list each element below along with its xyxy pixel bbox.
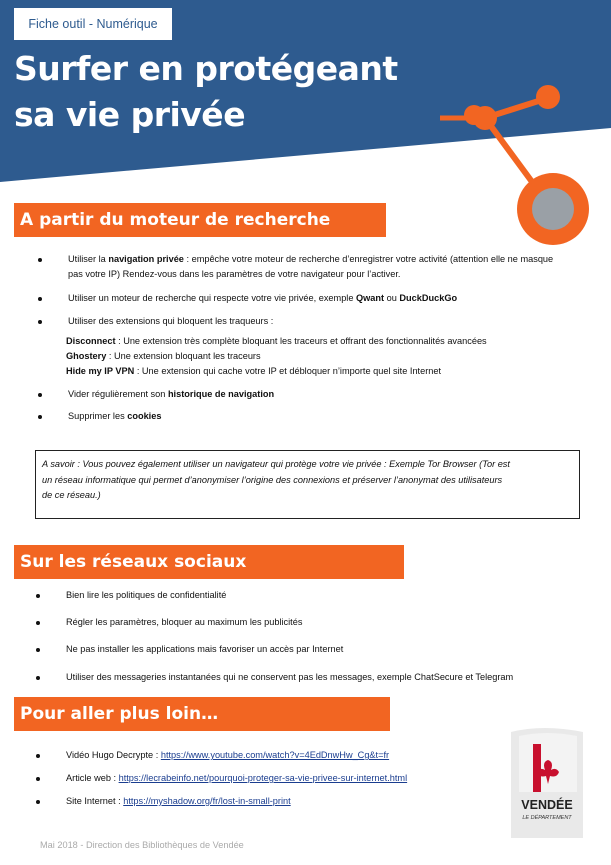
info-line: un réseau informatique qui permet d’anonymiser l’origine des connexions et préserver l’anonymat des utilisateurs	[42, 474, 503, 485]
extension-line	[66, 334, 487, 349]
title-line-2: sa vie privée	[14, 95, 246, 134]
info-box	[35, 450, 580, 519]
footer-text: Mai 2018 - Direction des Bibliothèques de Vendée	[40, 840, 244, 850]
bold-text: historique de navigation	[167, 389, 275, 399]
bullet	[38, 258, 42, 262]
bullet	[38, 415, 42, 419]
text: Supprimer les	[68, 411, 128, 421]
extension-line	[66, 349, 261, 364]
list-item	[66, 642, 343, 657]
logo-sub: LE DÉPARTEMENT	[522, 815, 572, 821]
bold-text: DuckDuckGo	[399, 293, 458, 303]
bullet	[36, 676, 40, 680]
text: : Une extension bloquant les traceurs	[106, 351, 261, 361]
text: Ne pas installer les applications mais favoriser un accès par Internet	[66, 644, 344, 654]
list-item	[66, 748, 389, 763]
info-line: de ce réseau.)	[42, 490, 101, 500]
list-item	[68, 387, 274, 402]
bullet	[36, 800, 40, 804]
list-item	[68, 252, 553, 267]
extension-line	[66, 364, 441, 379]
text: Bien lire les politiques de confidentialité	[66, 590, 227, 600]
text: Utiliser la	[68, 254, 109, 264]
bullet	[36, 777, 40, 781]
section-heading-moteur: A partir du moteur de recherche	[14, 203, 386, 237]
list-item	[66, 771, 407, 786]
bold-text: Qwant	[356, 293, 385, 303]
list-item	[68, 314, 273, 329]
text: pas votre IP) Rendez-vous dans les paramètres de votre navigateur pour l’activer.	[68, 269, 401, 279]
title-line-1: Surfer en protégeant	[14, 49, 398, 88]
section-heading-loin: Pour aller plus loin…	[14, 697, 390, 731]
text: : Une extension qui cache votre IP et débloquer n’importe quel site Internet	[134, 366, 442, 376]
text: : Une extension très complète bloquant les traceurs et offrant des fonctionnalités avancées	[115, 336, 487, 346]
site-link[interactable]: https://myshadow.org/fr/lost-in-small-print	[123, 796, 291, 806]
bullet	[36, 594, 40, 598]
text: Utiliser un moteur de recherche qui respecte votre vie privée, exemple	[68, 293, 357, 303]
text: Régler les paramètres, bloquer au maximum les publicités	[66, 617, 303, 627]
text: Utiliser des messageries instantanées qui ne conservent pas les messages, exemple ChatSecure et Telegram	[66, 672, 514, 682]
logo-name: VENDÉE	[521, 798, 573, 812]
bold-text: Hide my IP VPN	[66, 366, 135, 376]
document-tag: Fiche outil - Numérique	[14, 8, 172, 40]
youtube-link[interactable]: https://www.youtube.com/watch?v=4EdDnwHw_Cg&t=fr	[160, 750, 390, 760]
link-label: Article web :	[66, 773, 119, 783]
vendee-logo	[503, 726, 588, 842]
bold-text: cookies	[127, 411, 162, 421]
section-heading-reseaux: Sur les réseaux sociaux	[14, 545, 404, 579]
text: Utiliser des extensions qui bloquent les traqueurs :	[68, 316, 274, 326]
list-item-continuation	[68, 267, 400, 282]
bold-text: Ghostery	[66, 351, 107, 361]
list-item	[68, 291, 457, 306]
bullet	[36, 621, 40, 625]
link-label: Vidéo Hugo Decrypte :	[66, 750, 161, 760]
molecule-icon	[410, 78, 611, 258]
bold-text: navigation privée	[108, 254, 184, 264]
list-item	[66, 588, 226, 603]
bullet	[36, 648, 40, 652]
bullet	[38, 393, 42, 397]
link-label: Site Internet :	[66, 796, 124, 806]
list-item	[66, 794, 291, 809]
info-line: A savoir : Vous pouvez également utiliser un navigateur qui protège votre vie privée : Exemple Tor Browser (Tor est	[42, 459, 510, 469]
page-title	[14, 46, 398, 138]
bullet	[38, 297, 42, 301]
list-item	[66, 670, 513, 685]
bullet	[38, 320, 42, 324]
list-item	[68, 409, 161, 424]
list-item	[66, 615, 302, 630]
bullet	[36, 754, 40, 758]
text: ou	[384, 293, 400, 303]
text: : empêche votre moteur de recherche d’enregistrer votre activité (attention elle ne masque	[183, 254, 554, 264]
text: Vider régulièrement son	[68, 389, 168, 399]
article-link[interactable]: https://lecrabeinfo.net/pourquoi-proteger-sa-vie-privee-sur-internet.html	[118, 773, 408, 783]
bold-text: Disconnect	[66, 336, 116, 346]
